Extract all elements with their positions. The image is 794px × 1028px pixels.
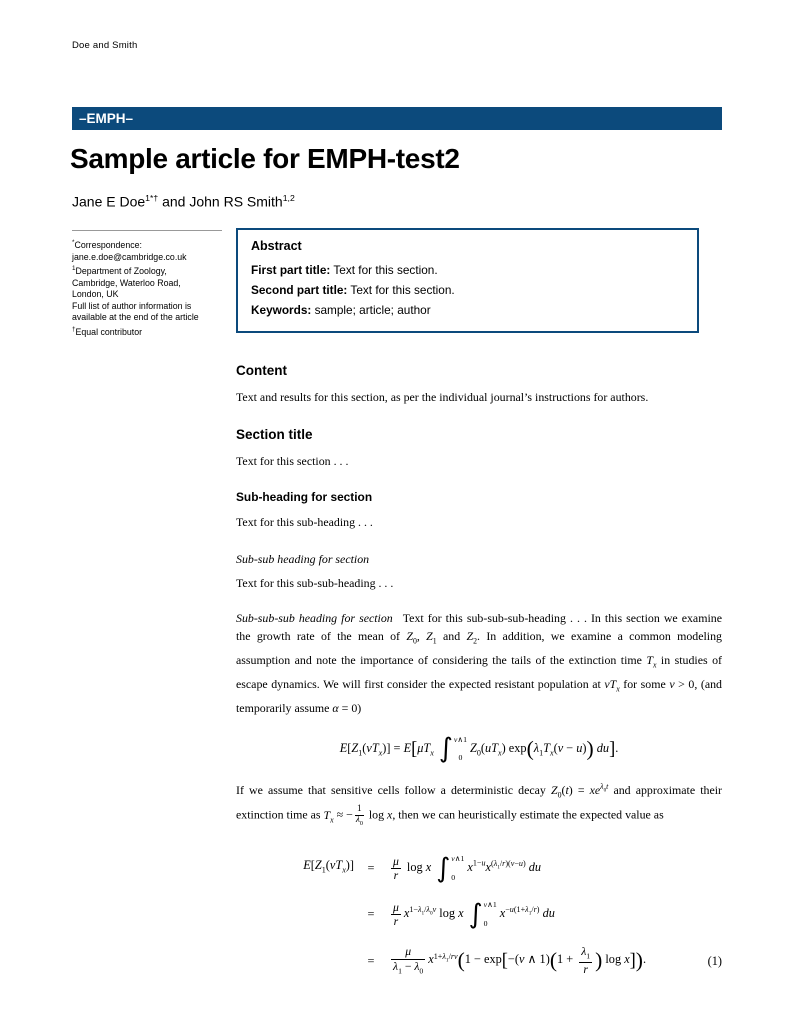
article-title: Sample article for EMPH-test2 bbox=[70, 143, 460, 174]
article-body bbox=[236, 362, 722, 984]
equal-contributor-note: †Equal contributor bbox=[72, 326, 143, 337]
paragraph-estimate: If we assume that sensitive cells follow a deterministic decay $Z_0(t) = xe^{\lambda_0t}$ and approximate their extinction time as $T_x$ ≈ − $\frac{1}{\lambda_0}$ log x, then we can heuristically estimate the expected value as bbox=[236, 781, 722, 827]
display-equation: $E[Z_1(vT_x)] = E[\mu T_x$ ∫ v∧1 0 $Z_0(uT_x) \exp(\lambda_1T_x(v - u))$ du]. bbox=[339, 733, 619, 765]
abstract-heading: Abstract bbox=[251, 239, 302, 253]
abstract-item-text: Text for this section. bbox=[347, 283, 455, 297]
equation-number bbox=[686, 845, 722, 891]
equation-row bbox=[236, 891, 722, 937]
equals-sign: = bbox=[367, 861, 375, 876]
equation-lhs bbox=[236, 891, 354, 937]
equation-lhs: $E[Z_1(vT_x)]$ bbox=[303, 858, 354, 875]
equals-sign: = bbox=[367, 907, 375, 922]
affiliation-line: Cambridge, Waterloo Road, bbox=[72, 277, 181, 288]
paragraph-section: Text for this section . . . bbox=[236, 453, 349, 468]
abstract-item-text: sample; article; author bbox=[311, 303, 431, 317]
subsubsub-runin-heading: Sub-sub-sub heading for section bbox=[236, 610, 393, 625]
running-head: Doe and Smith bbox=[72, 40, 138, 51]
journal-banner: –EMPH– bbox=[72, 107, 722, 130]
abstract-first-part bbox=[251, 260, 684, 280]
equation-row bbox=[236, 845, 722, 891]
paragraph-subsection: Text for this sub-heading . . . bbox=[236, 514, 373, 529]
abstract-item-label: First part title: bbox=[251, 263, 331, 277]
abstract-item-label: Second part title: bbox=[251, 283, 348, 297]
correspondence-email: jane.e.doe@cambridge.co.uk bbox=[72, 251, 187, 262]
abstract-second-part bbox=[251, 280, 684, 300]
equation-array bbox=[236, 845, 722, 984]
equation-rhs: $\frac{\mu}{\lambda_1 - \lambda_0}$ $x^{1+\lambda_1/rv}(1 - \exp[-(v$ ∧ 1)(1 + $\frac{\lambda_1}{r}$ ) log x]). bbox=[393, 945, 647, 976]
subsection-heading: Sub-heading for section bbox=[236, 490, 373, 505]
equation-rhs: $\frac{\mu}{r}$ log x ∫ v∧1 0 $x^{1-u}x^{(\lambda_1/r)(v-u)}$ du bbox=[393, 852, 542, 884]
paragraph-subsubsub-text: Text for this sub-sub-sub-heading . . . In this section we examine the growth rate of the mean of $Z_0$, $Z_1$ and $Z_2$. In addition, we examine a common modeling assumption and note the importance of considering the tails of the extinction time $T_x$ in studies of escape dynamics. We will first consider the expected resistant population at $vT_x$ for some v > 0, (and temporarily assume α = 0) bbox=[236, 610, 722, 716]
paragraph-content: Text and results for this section, as per the individual journal’s instructions for authors. bbox=[236, 389, 649, 404]
section-heading-title: Section title bbox=[236, 427, 313, 443]
equals-sign: = bbox=[367, 953, 375, 968]
correspondence-divider bbox=[72, 230, 222, 231]
equation-number: (1) bbox=[707, 953, 722, 968]
author-info-note: available at the end of the article bbox=[72, 312, 199, 323]
abstract-item-text: Text for this section. bbox=[330, 263, 438, 277]
abstract-item-label: Keywords: bbox=[251, 303, 312, 317]
affiliation-line: $^1$Department of Zoology, bbox=[72, 265, 167, 277]
section-heading-content: Content bbox=[236, 363, 287, 378]
correspondence-block bbox=[72, 237, 232, 339]
abstract-box bbox=[236, 228, 699, 333]
paragraph-subsubsub bbox=[236, 609, 722, 718]
authors-line: Jane E Doe$^{1*\dagger}$ and John RS Smith$^{1,2}$ bbox=[72, 193, 295, 210]
correspondence-line: *Correspondence: bbox=[72, 239, 142, 250]
equation-row bbox=[236, 937, 722, 984]
abstract-keywords bbox=[251, 300, 684, 320]
equation-rhs: $\frac{\mu}{r}$ $x^{1-\lambda_1/\lambda_0v}$ log x ∫ v∧1 0 $x^{-u(1+\lambda_1/r)}$ du bbox=[393, 898, 555, 930]
subsub-heading: Sub-sub heading for section bbox=[236, 551, 370, 566]
affiliation-line: London, UK bbox=[72, 289, 119, 300]
equation-lhs bbox=[236, 937, 354, 984]
paragraph-subsub: Text for this sub-sub-heading . . . bbox=[236, 576, 394, 591]
author-info-note: Full list of author information is bbox=[72, 300, 192, 311]
equation-number bbox=[686, 891, 722, 937]
